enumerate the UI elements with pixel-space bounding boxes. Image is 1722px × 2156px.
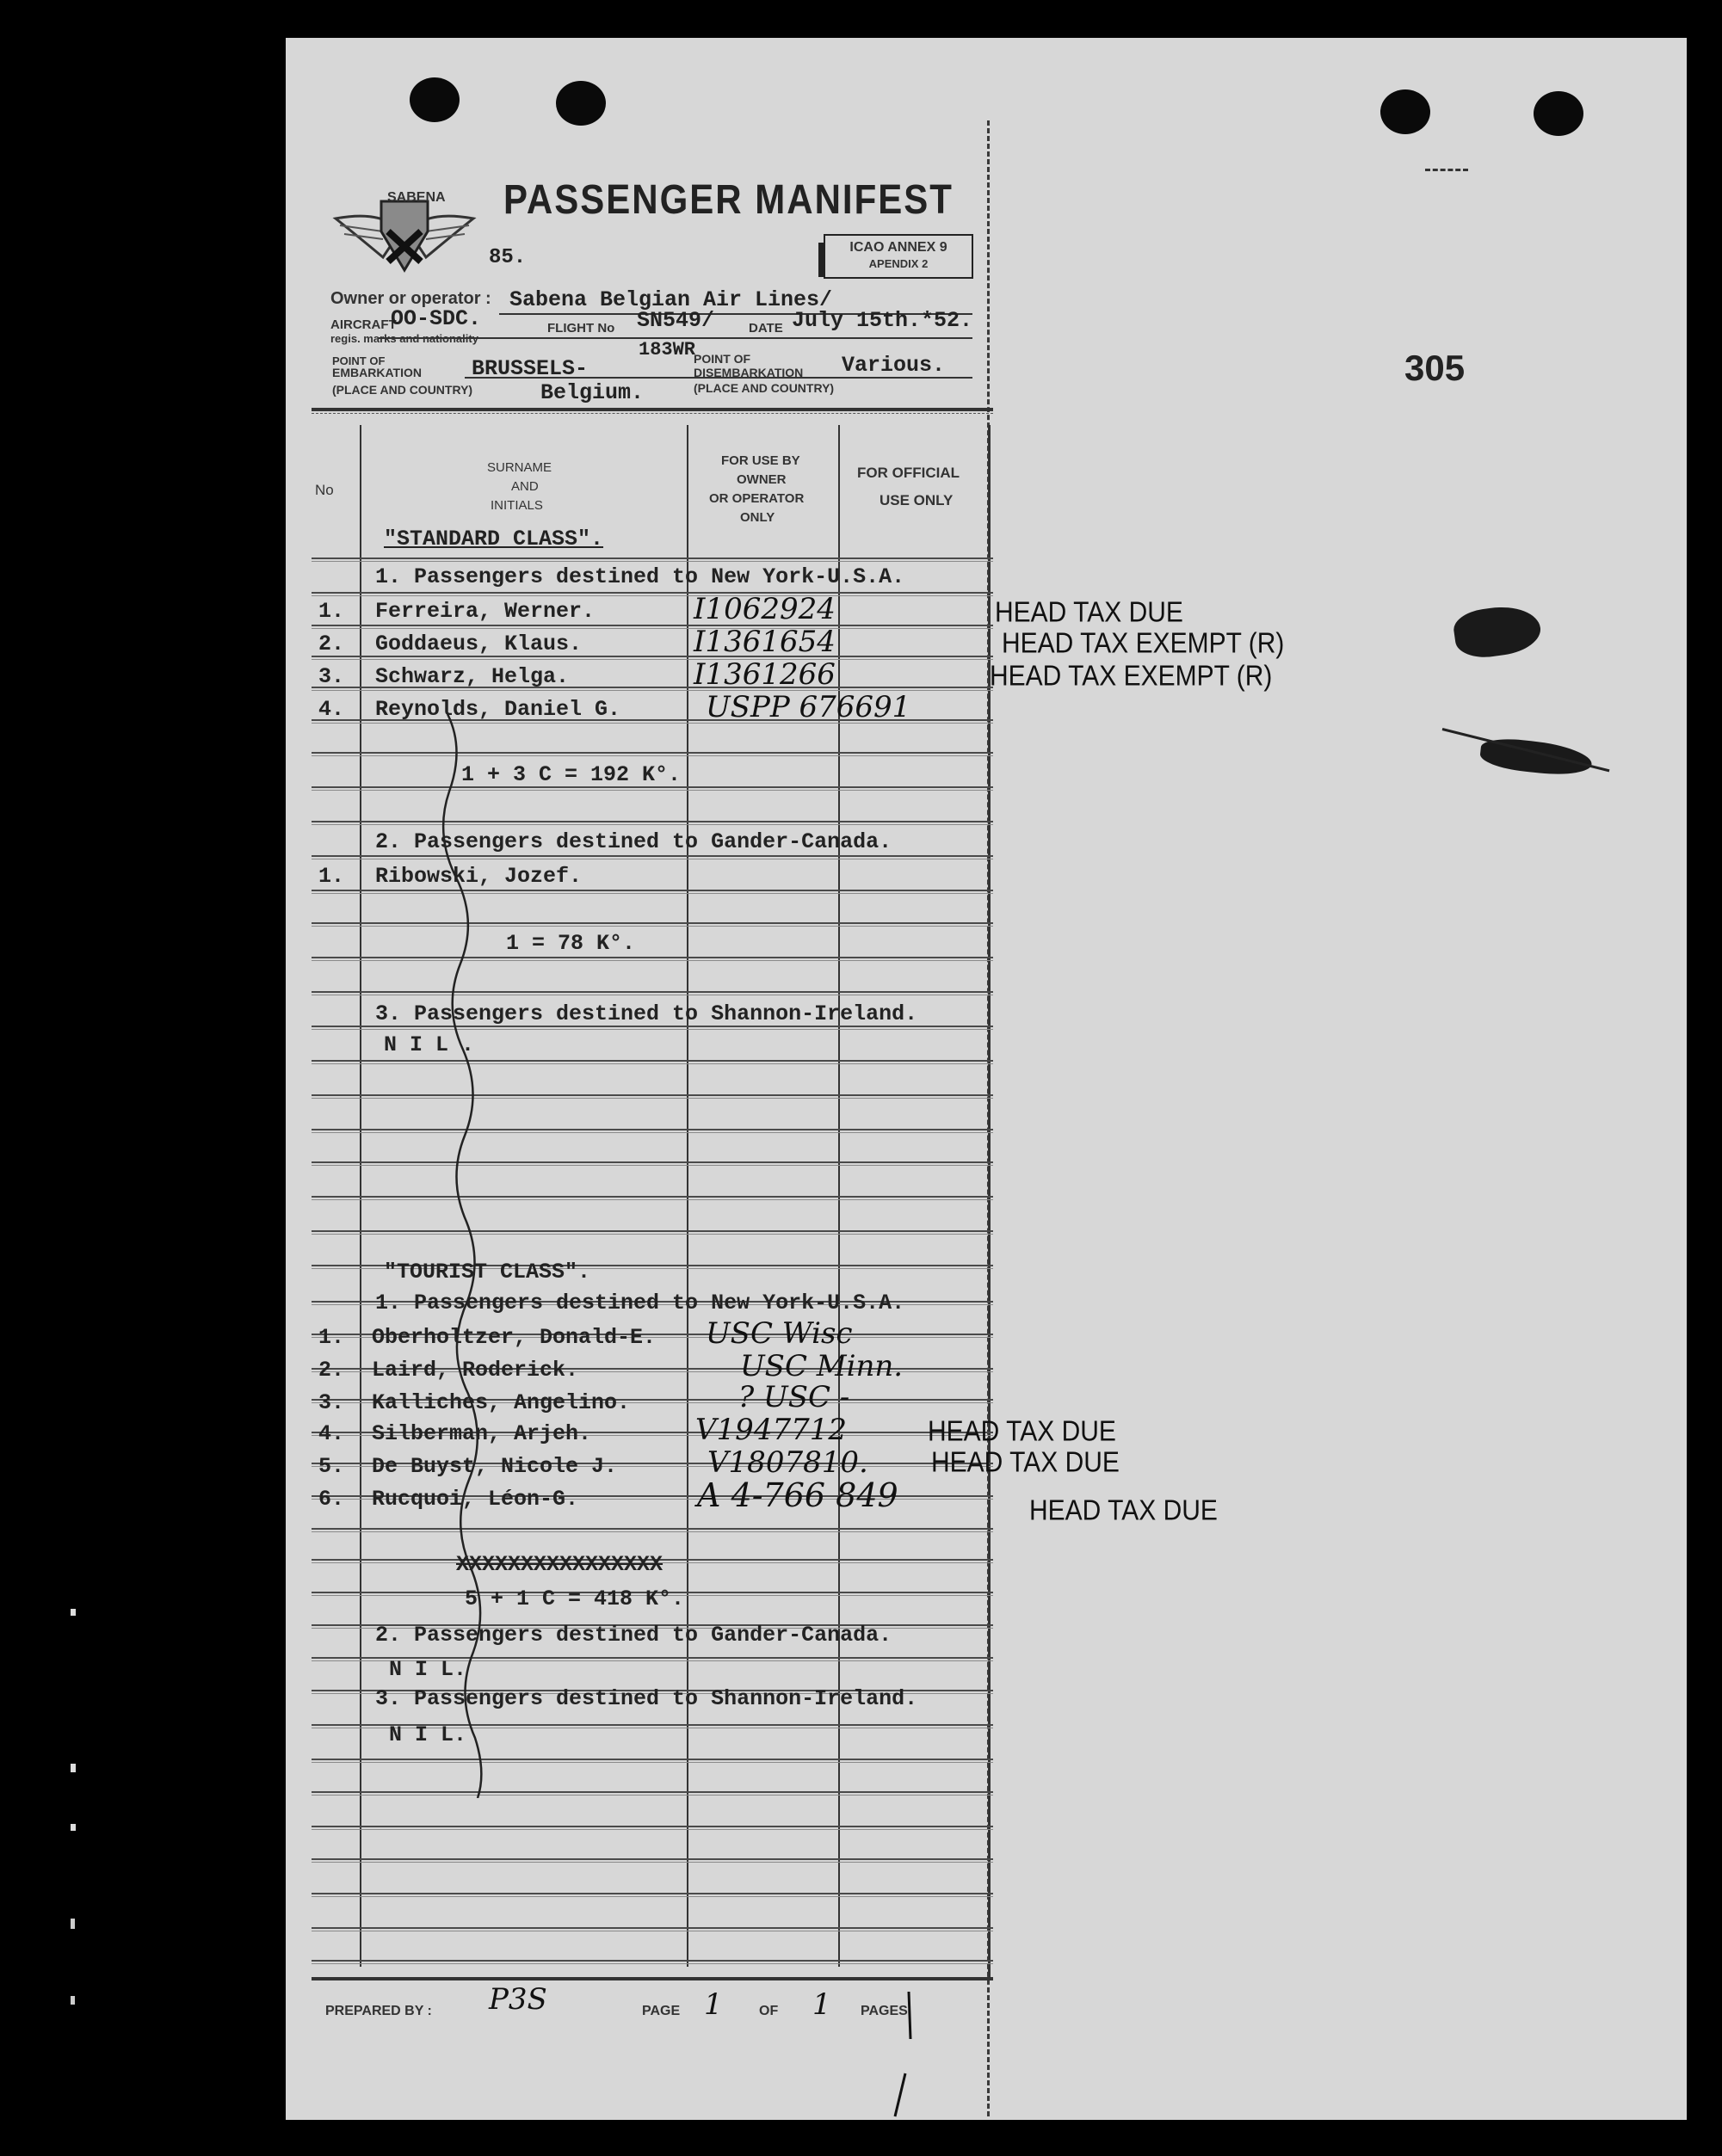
- table-row-note: HEAD TAX DUE: [995, 597, 1183, 629]
- table-row-name: Laird, Roderick.: [372, 1358, 579, 1383]
- table-row-doc: I1062924: [694, 592, 836, 626]
- col-no: No: [315, 482, 334, 498]
- standard-group-3: 3. Passengers destined to Shannon-Ireland.: [375, 1001, 918, 1026]
- col-surname-1: SURNAME: [487, 460, 552, 475]
- embark-value-2: Belgium.: [540, 380, 645, 405]
- code-value: 183WR: [639, 339, 696, 360]
- date-value: July 15th.*52.: [792, 308, 973, 333]
- flight-label: FLIGHT No: [547, 321, 615, 336]
- standard-group-2: 2. Passengers destined to Gander-Canada.: [375, 829, 892, 854]
- tourist-subtotal: 5 + 1 C = 418 K°.: [465, 1586, 685, 1611]
- tourist-group-3: 3. Passengers destined to Shannon-Ireland.: [375, 1686, 918, 1711]
- logo-text: SABENA: [387, 190, 446, 205]
- flight-value: SN549/: [637, 308, 715, 333]
- table-row-name: Oberholtzer, Donald-E.: [372, 1325, 657, 1350]
- table-row-note: HEAD TAX DUE: [928, 1416, 1116, 1448]
- footer-pen-stroke: [886, 1987, 921, 2125]
- table-row-name: De Buyst, Nicole J.: [372, 1454, 618, 1479]
- manifest-number: 85.: [489, 246, 527, 269]
- col-official-1: FOR OFFICIAL: [857, 465, 960, 481]
- tourist-class-heading: "TOURIST CLASS".: [384, 1260, 591, 1284]
- edge-mark: [71, 1919, 75, 1929]
- prepared-label: PREPARED BY :: [325, 2004, 432, 2018]
- standard-class-heading: "STANDARD CLASS".: [384, 527, 604, 551]
- table-row-doc: USC Minn.: [740, 1349, 904, 1383]
- col-surname-3: INITIALS: [491, 498, 543, 513]
- table-row-no: 6.: [318, 1487, 345, 1512]
- table-row-name: Reynolds, Daniel G.: [375, 697, 621, 722]
- embark-label-2: EMBARKATION: [332, 366, 422, 379]
- disembark-value: Various.: [842, 353, 946, 378]
- page-value: 1: [704, 1987, 723, 2022]
- table-row-no: 4.: [318, 697, 345, 722]
- of-label: OF: [759, 2004, 779, 2018]
- table-row-no: 5.: [318, 1454, 345, 1479]
- disembark-label-3: (PLACE AND COUNTRY): [694, 381, 835, 395]
- table-row-doc: USPP 676691: [706, 690, 911, 724]
- disembark-label-2: DISEMBARKATION: [694, 366, 804, 379]
- punch-hole: [556, 81, 606, 126]
- table-row-note: HEAD TAX DUE: [1029, 1495, 1218, 1527]
- standard-group-1: 1. Passengers destined to New York-U.S.A.: [375, 564, 905, 589]
- table-row-note: HEAD TAX EXEMPT (R): [1002, 628, 1285, 660]
- icao-line-2: APENDIX 2: [868, 257, 929, 270]
- standard-subtotal-2: 1 = 78 K°.: [506, 931, 636, 956]
- standard-nil: N I L .: [384, 1032, 475, 1057]
- disembark-label-1: POINT OF: [694, 352, 751, 366]
- owner-value: Sabena Belgian Air Lines/: [509, 287, 833, 312]
- page-title: PASSENGER MANIFEST: [503, 176, 954, 223]
- table-row-note: HEAD TAX DUE: [931, 1447, 1120, 1479]
- table-divider: [988, 425, 991, 1977]
- date-label: DATE: [749, 321, 783, 336]
- punch-hole: [410, 77, 460, 122]
- table-row-no: 1.: [318, 599, 345, 624]
- table-row-no: 1.: [318, 1325, 345, 1350]
- edge-mark: [71, 1824, 76, 1831]
- table-row-name: Kalliches, Angelino.: [372, 1390, 631, 1415]
- embark-label-1: POINT OF: [332, 354, 386, 367]
- embark-value-1: BRUSSELS-: [472, 356, 589, 381]
- table-row-name: Ribowski, Jozef.: [375, 864, 583, 889]
- aircraft-sub: regis. marks and nationality: [330, 332, 478, 345]
- tourist-nil-2: N I L.: [389, 1657, 467, 1682]
- edge-mark: [71, 1609, 76, 1616]
- table-row-doc: A 4-766 849: [697, 1476, 898, 1514]
- col-surname-2: AND: [511, 479, 539, 494]
- table-row-doc: V1807810.: [707, 1445, 868, 1480]
- col-owner-4: ONLY: [740, 510, 775, 525]
- standard-subtotal-1: 1 + 3 C = 192 K°.: [461, 762, 682, 787]
- aircraft-value: OO-SDC.: [391, 306, 482, 331]
- table-row-name: Silberman, Arjeh.: [372, 1421, 592, 1446]
- table-row-name: Schwarz, Helga.: [375, 664, 570, 689]
- embark-label-3: (PLACE AND COUNTRY): [332, 383, 473, 397]
- table-row-name: Rucquoi, Léon-G.: [372, 1487, 579, 1512]
- pages-label: PAGES: [861, 2004, 908, 2018]
- tourist-strikeout: XXXXXXXXXXXXXXXX: [456, 1552, 663, 1577]
- page-number: 305: [1404, 348, 1466, 388]
- table-row-note: HEAD TAX EXEMPT (R): [990, 661, 1273, 693]
- table-row-no: 2.: [318, 631, 345, 656]
- table-row-no: 3.: [318, 1390, 345, 1415]
- table-row-no: 2.: [318, 1358, 345, 1383]
- table-row-no: 4.: [318, 1421, 345, 1446]
- owner-label: Owner or operator :: [330, 289, 491, 308]
- page-label: PAGE: [642, 2004, 681, 2018]
- edge-mark: [71, 1996, 75, 2005]
- tourist-group-2: 2. Passengers destined to Gander-Canada.: [375, 1623, 892, 1648]
- punch-hole: [1380, 89, 1430, 134]
- prepared-value: P3S: [489, 1982, 547, 2017]
- table-row-doc: USC Wisc: [706, 1316, 853, 1351]
- table-row-name: Ferreira, Werner.: [375, 599, 596, 624]
- table-row-no: 3.: [318, 664, 345, 689]
- ink-stroke: [1425, 169, 1468, 171]
- edge-mark: [71, 1764, 76, 1772]
- punch-hole: [1534, 91, 1583, 136]
- table-row-doc: ? USC -: [738, 1380, 850, 1414]
- icao-box: [824, 234, 973, 279]
- of-value: 1: [812, 1987, 831, 2022]
- table-row-no: 1.: [318, 864, 345, 889]
- table-row-doc: I1361654: [694, 625, 836, 659]
- col-owner-1: FOR USE BY: [721, 453, 800, 468]
- col-owner-3: OR OPERATOR: [709, 491, 805, 506]
- table-row-doc: I1361266: [694, 657, 836, 692]
- tourist-nil-3: N I L.: [389, 1722, 467, 1747]
- table-row-doc: V1947712: [695, 1413, 847, 1447]
- col-owner-2: OWNER: [737, 472, 787, 487]
- tourist-group-1: 1. Passengers destined to New York-U.S.A.: [375, 1291, 905, 1315]
- col-official-2: USE ONLY: [880, 492, 954, 508]
- table-row-name: Goddaeus, Klaus.: [375, 631, 583, 656]
- icao-line-1: ICAO ANNEX 9: [849, 240, 947, 255]
- aircraft-label: AIRCRAFT: [330, 317, 397, 332]
